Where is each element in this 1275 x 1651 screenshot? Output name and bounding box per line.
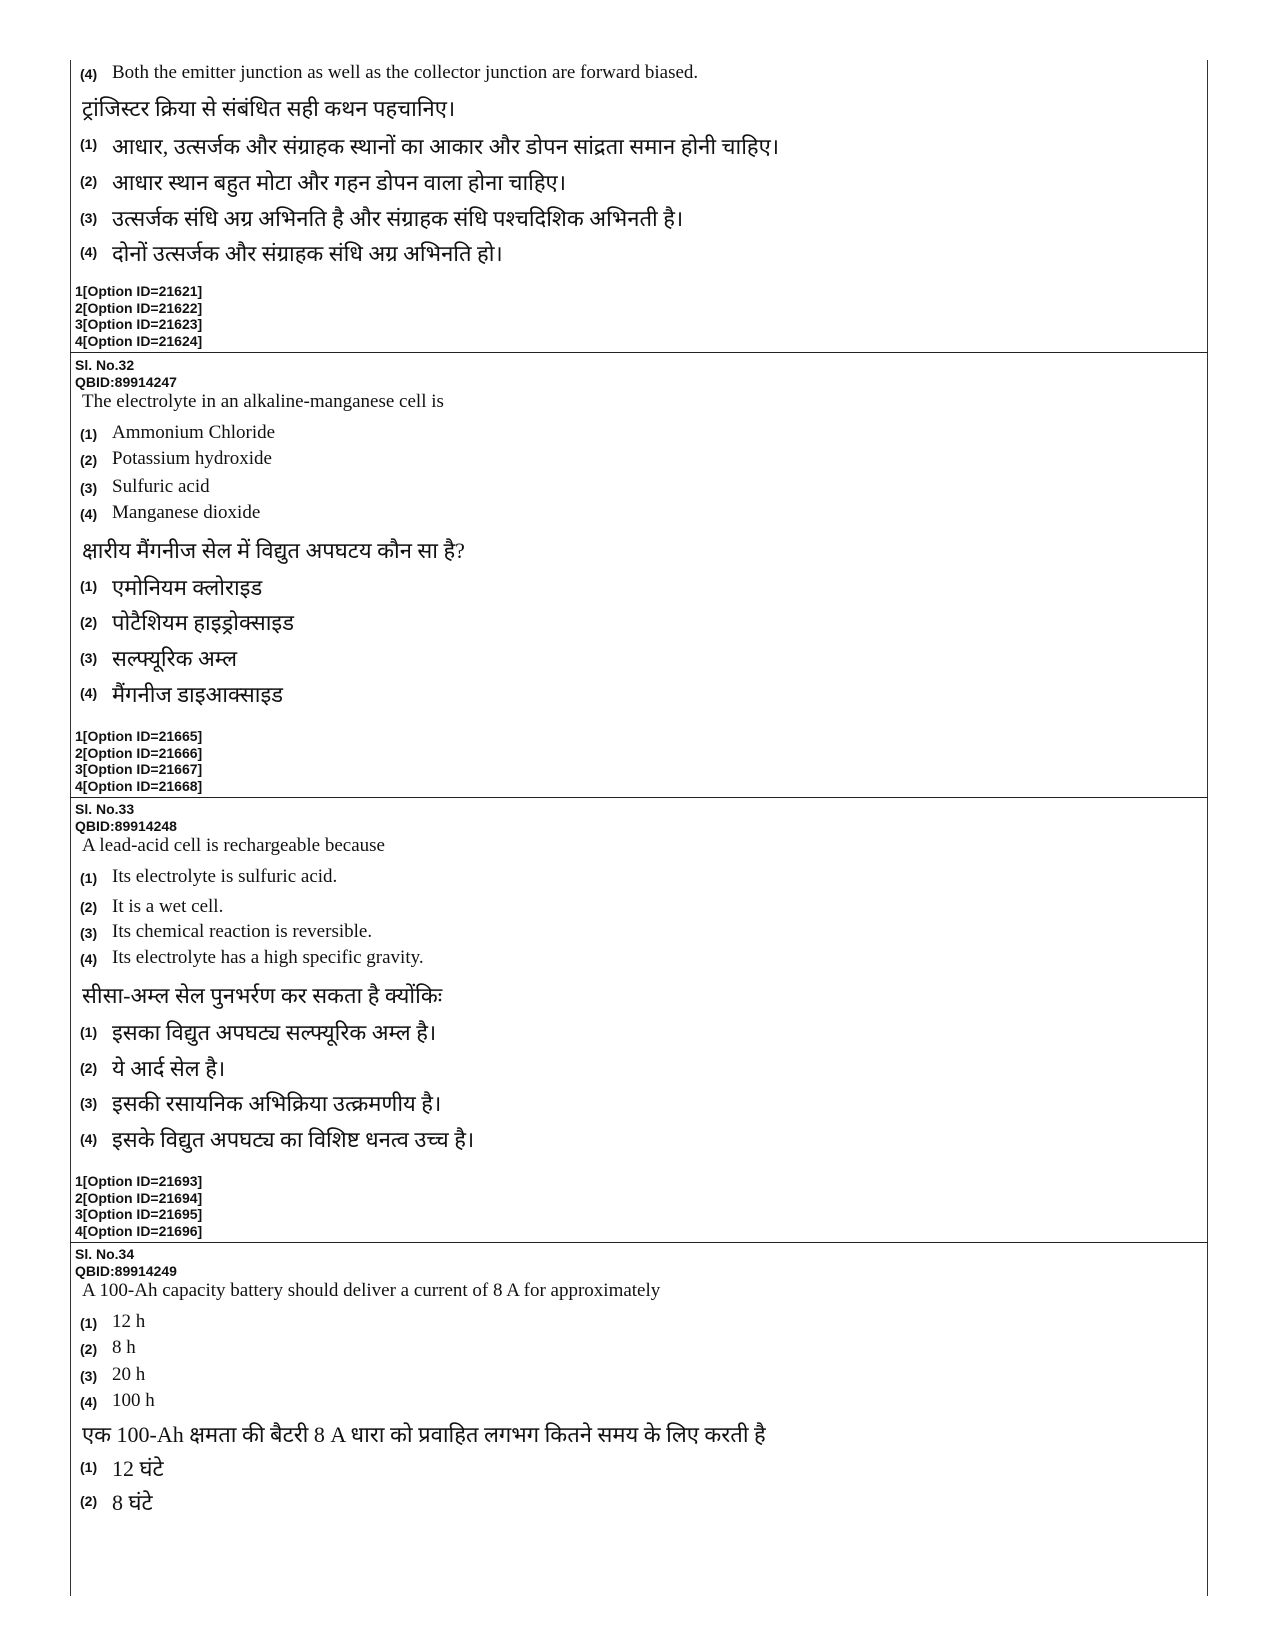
serial-number: Sl. No.34 [75, 1246, 135, 1262]
question-31-block [70, 60, 1208, 352]
option-id: 4[Option ID=21624] [75, 332, 203, 349]
option-id: 1[Option ID=21693] [75, 1173, 203, 1189]
option-text-en: It is a wet cell. [112, 896, 224, 917]
question-text-en: A 100-Ah capacity battery should deliver a current of 8 A for approximately [82, 1280, 661, 1301]
option-id: 2[Option ID=21694] [75, 1189, 203, 1206]
option-number: (4) [80, 1394, 98, 1410]
option-number: (3) [80, 1368, 98, 1384]
question-text-hi: क्षारीय मैंगनीज सेल में विद्युत अपघटय कौन सा है? [82, 538, 465, 563]
serial-number: Sl. No.32 [75, 357, 135, 373]
option-number: (4) [80, 685, 98, 701]
option-text-en: Sulfuric acid [112, 476, 210, 497]
option-number: (2) [80, 1060, 98, 1076]
question-text-hi: एक 100-Ah क्षमता की बैटरी 8 A धारा को प्रवाहित लगभग कितने समय के लिए करती है [82, 1422, 766, 1447]
option-number: (2) [80, 1341, 98, 1357]
question-text-hi: सीसा-अम्ल सेल पुनभर्रण कर सकता है क्योंकिः [82, 983, 443, 1008]
option-text-hi: एमोनियम क्लोराइड [112, 575, 263, 600]
option-id: 2[Option ID=21666] [75, 744, 203, 761]
option-number: (1) [80, 578, 98, 594]
option-number: (1) [80, 870, 98, 886]
question-meta [75, 357, 177, 390]
option-text-hi: सल्फ्यूरिक अम्ल [112, 646, 237, 671]
option-text-hi: इसकी रसायनिक अभिक्रिया उत्क्रमणीय है। [112, 1091, 442, 1116]
option-text-hi: इसका विद्युत अपघट्य सल्फ्यूरिक अम्ल है। [112, 1020, 437, 1045]
option-text-en: 20 h [112, 1364, 146, 1385]
option-number: (3) [80, 480, 98, 496]
option-id: 1[Option ID=21665] [75, 728, 203, 744]
option-id-list [75, 283, 202, 349]
option-text-hi: आधार, उत्सर्जक और संग्राहक स्थानों का आकार और डोपन सांद्रता समान होनी चाहिए। [112, 134, 780, 159]
option-id: 3[Option ID=21667] [75, 761, 203, 777]
question-32-block [70, 353, 1208, 796]
option-number: (1) [80, 1459, 98, 1475]
option-id-list [75, 1173, 202, 1239]
option-text-en: Both the emitter junction as well as the collector junction are forward biased. [112, 62, 699, 83]
question-text-en: The electrolyte in an alkaline-manganese cell is [82, 391, 444, 412]
question-34-block [70, 1243, 1208, 1596]
option-id: 4[Option ID=21696] [75, 1222, 203, 1239]
qbid: QBID:89914247 [75, 373, 177, 390]
option-id: 2[Option ID=21622] [75, 299, 203, 316]
option-number: (3) [80, 925, 98, 941]
option-number: (2) [80, 614, 98, 630]
question-meta [75, 801, 177, 834]
option-number: (3) [80, 210, 98, 226]
option-number: (2) [80, 1493, 98, 1509]
option-number: (4) [80, 66, 98, 82]
option-text-en: Ammonium Chloride [112, 422, 276, 443]
option-text-en: Potassium hydroxide [112, 448, 272, 469]
option-number: (4) [80, 244, 98, 260]
option-text-en: Its electrolyte has a high specific gravity. [112, 947, 424, 968]
question-33-block [70, 798, 1208, 1241]
option-number: (4) [80, 1131, 98, 1147]
option-id: 3[Option ID=21623] [75, 316, 203, 332]
option-number: (4) [80, 951, 98, 967]
option-number: (1) [80, 136, 98, 152]
option-text-hi: पोटैशियम हाइड्रोक्साइड [112, 610, 295, 635]
option-number: (3) [80, 1095, 98, 1111]
option-number: (1) [80, 1024, 98, 1040]
option-text-hi: दोनों उत्सर्जक और संग्राहक संधि अग्र अभिनति हो। [112, 241, 503, 266]
option-id-list [75, 728, 202, 794]
option-number: (4) [80, 506, 98, 522]
option-text-en: 100 h [112, 1390, 155, 1411]
option-text-en: 12 h [112, 1311, 146, 1332]
option-text-en: Its chemical reaction is reversible. [112, 921, 373, 942]
option-text-hi: 12 घंटे [112, 1456, 164, 1481]
question-meta [75, 1246, 177, 1279]
option-number: (2) [80, 452, 98, 468]
question-text-en: A lead-acid cell is rechargeable because [82, 835, 385, 856]
option-text-hi: आधार स्थान बहुत मोटा और गहन डोपन वाला होना चाहिए। [112, 170, 567, 195]
option-text-hi: 8 घंटे [112, 1490, 153, 1515]
option-number: (2) [80, 899, 98, 915]
option-number: (1) [80, 1315, 98, 1331]
question-text-hi: ट्रांजिस्टर क्रिया से संबंधित सही कथन पहचानिए। [82, 96, 456, 121]
option-number: (3) [80, 650, 98, 666]
option-text-hi: मैंगनीज डाइआक्साइड [112, 682, 284, 707]
serial-number: Sl. No.33 [75, 801, 135, 817]
option-number: (2) [80, 173, 98, 189]
option-text-en: Manganese dioxide [112, 502, 261, 523]
option-text-hi: ये आर्द सेल है। [112, 1056, 226, 1081]
option-id: 3[Option ID=21695] [75, 1206, 203, 1222]
option-id: 4[Option ID=21668] [75, 777, 203, 794]
qbid: QBID:89914249 [75, 1262, 177, 1279]
option-text-hi: इसके विद्युत अपघट्य का विशिष्ट धनत्व उच्च है। [112, 1127, 475, 1152]
option-number: (1) [80, 426, 98, 442]
qbid: QBID:89914248 [75, 817, 177, 834]
option-text-hi: उत्सर्जक संधि अग्र अभिनति है और संग्राहक संधि पश्चदिशिक अभिनती है। [112, 206, 684, 231]
option-id: 1[Option ID=21621] [75, 283, 203, 299]
option-text-en: Its electrolyte is sulfuric acid. [112, 866, 338, 887]
option-text-en: 8 h [112, 1337, 136, 1358]
